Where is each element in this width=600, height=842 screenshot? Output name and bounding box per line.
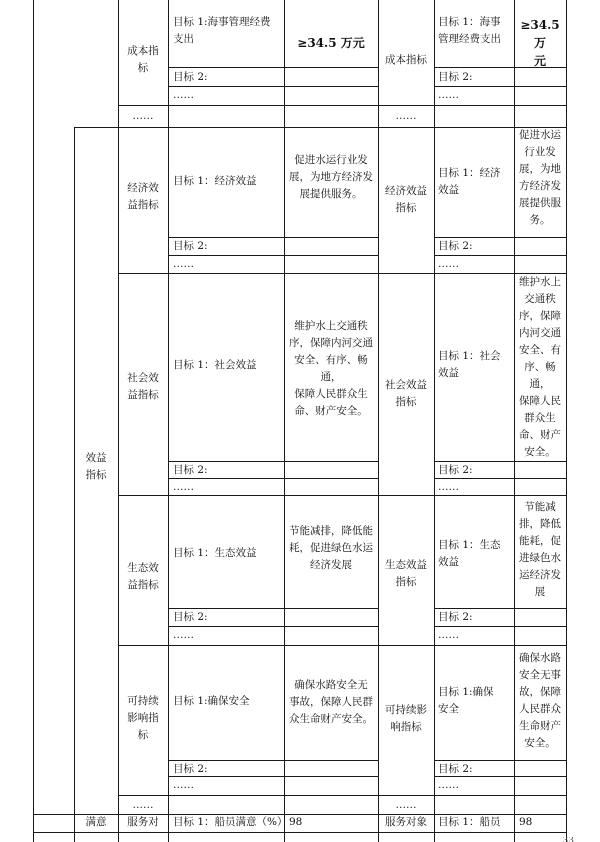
economic-right-target1-label: 目标 1：经济 效益 <box>438 167 501 196</box>
satisfaction-target1-label: 目标 1：船员满意（%） <box>173 816 288 828</box>
table-grid-line <box>566 0 567 842</box>
cost-target1-value: ≥34.5 万元 <box>297 36 365 50</box>
ecological-right-target1-label: 目标 1：生态 效益 <box>438 539 501 568</box>
ecological-right-dots: …… <box>438 629 459 641</box>
cost-right-target1-value: ≥34.5 万 元 <box>520 18 560 68</box>
ecological-indicator-label: 生态效 益指标 <box>127 562 159 591</box>
ecological-target1-label: 目标 1：生态效益 <box>173 547 257 559</box>
sustainable-target1-label: 目标 1:确保安全 <box>173 695 250 707</box>
sustainable-target1-value: 确保水路安全无 事故，保障人民群 众生命财产安全。 <box>289 679 373 725</box>
cost-dots: …… <box>173 89 194 101</box>
satisfaction-right-target1-label: 目标 1：船员 <box>438 816 501 828</box>
social-right-indicator-label: 社会效益 指标 <box>385 379 427 408</box>
economic-right-dots: …… <box>438 258 459 270</box>
social-target1-label: 目标 1：社会效益 <box>173 359 257 371</box>
sustainable-right-indicator-label: 可持续影 响指标 <box>385 704 427 733</box>
ecological-right-target1-value: 节能减 排，降低 能耗，促 进绿色水 运经济发 展 <box>519 501 561 598</box>
table-grid-line <box>33 0 34 842</box>
economic-target2-label: 目标 2: <box>173 240 208 252</box>
table-grid-line <box>118 273 566 274</box>
satisfaction-right-value: 98 <box>519 816 533 828</box>
social-indicator-label: 社会效 益指标 <box>127 372 159 401</box>
table-grid-line <box>434 67 514 68</box>
satisfaction-group-label: 满意 <box>85 816 107 828</box>
cost-indicator-label: 成本指 标 <box>127 45 159 74</box>
table-grid-line <box>168 626 378 627</box>
satisfaction-right-indicator-label: 服务对象 <box>385 816 427 828</box>
ecological-right-target2-label: 目标 2: <box>438 611 473 623</box>
social-target1-value: 维护水上交通秩 序，保障内河交通 安全、有序、畅通， 保障人民群众生 命、财产安全。 <box>289 320 373 417</box>
table-grid-line <box>118 795 566 796</box>
sustainable-dots: …… <box>173 779 194 791</box>
sustainable-right-target1-label: 目标 1:确保 安全 <box>438 686 494 715</box>
cost-row-dots: …… <box>132 110 154 122</box>
sustainable-right-target2-label: 目标 2: <box>438 763 473 775</box>
economic-right-indicator-label: 经济效益 指标 <box>385 185 427 214</box>
economic-dots: …… <box>173 258 194 270</box>
sustainable-right-dots: …… <box>438 779 459 791</box>
table-grid-line <box>118 645 566 646</box>
economic-target1-label: 目标 1：经济效益 <box>173 175 257 187</box>
table-grid-line <box>168 86 378 87</box>
cost-right-dots: …… <box>438 89 459 101</box>
social-dots: …… <box>173 481 194 493</box>
ecological-target2-label: 目标 2: <box>173 611 208 623</box>
satisfaction-value: 98 <box>289 816 303 828</box>
table-grid-line <box>284 67 378 68</box>
ecological-target1-value: 节能减排，降低能 耗，促进绿色水运 经济发展 <box>289 525 373 571</box>
satisfaction-indicator-label: 服务对 <box>127 816 159 828</box>
cost-right-target2-label: 目标 2: <box>438 71 473 83</box>
sustainable-right-target1-value: 确保水路 安全无事 故，保障 人民群众 生命财产 安全。 <box>519 652 561 749</box>
economic-right-target1-value: 促进水运 行业发 展，为地 方经济发 展提供服 务。 <box>519 129 561 226</box>
social-right-target1-value: 维护水上 交通秩 序，保障 内河交通 安全、有 序、畅通， 保障人民 群众生 命、财产 安全。 <box>519 276 561 458</box>
table-grid-line <box>74 127 75 842</box>
cost-target2-label: 目标 2: <box>173 71 208 83</box>
table-grid-line <box>74 127 566 128</box>
economic-target1-value: 促进水运行业发 展，为地方经济发 展提供服务。 <box>289 154 373 200</box>
benefit-group-label: 效益 指标 <box>85 452 107 481</box>
sustainable-right-row-dots: …… <box>395 799 417 811</box>
ecological-dots: …… <box>173 629 194 641</box>
table-grid-line <box>168 67 284 68</box>
economic-right-target2-label: 目标 2: <box>438 240 473 252</box>
social-right-target1-label: 目标 1：社会 效益 <box>438 350 501 379</box>
sustainable-target2-label: 目标 2: <box>173 763 208 775</box>
table-grid-line <box>33 832 566 833</box>
cost-right-target1-label: 目标 1：海事 管理经费支出 <box>438 16 501 45</box>
table-grid-line <box>118 105 566 106</box>
ecological-right-indicator-label: 生态效益 指标 <box>385 559 427 588</box>
sustainable-indicator-label: 可持续 影响指 标 <box>127 695 159 741</box>
table-grid-line <box>168 255 378 256</box>
cost-right-indicator-label: 成本指标 <box>385 54 427 66</box>
page-number: 33 <box>562 837 574 842</box>
social-target2-label: 目标 2: <box>173 464 208 476</box>
social-right-target2-label: 目标 2: <box>438 464 473 476</box>
sustainable-row-dots: …… <box>132 799 154 811</box>
cost-right-row-dots: …… <box>395 110 417 122</box>
economic-indicator-label: 经济效 益指标 <box>127 182 159 211</box>
social-right-dots: …… <box>438 481 459 493</box>
cost-target1-label: 目标 1:海事管理经费 支出 <box>173 16 271 45</box>
